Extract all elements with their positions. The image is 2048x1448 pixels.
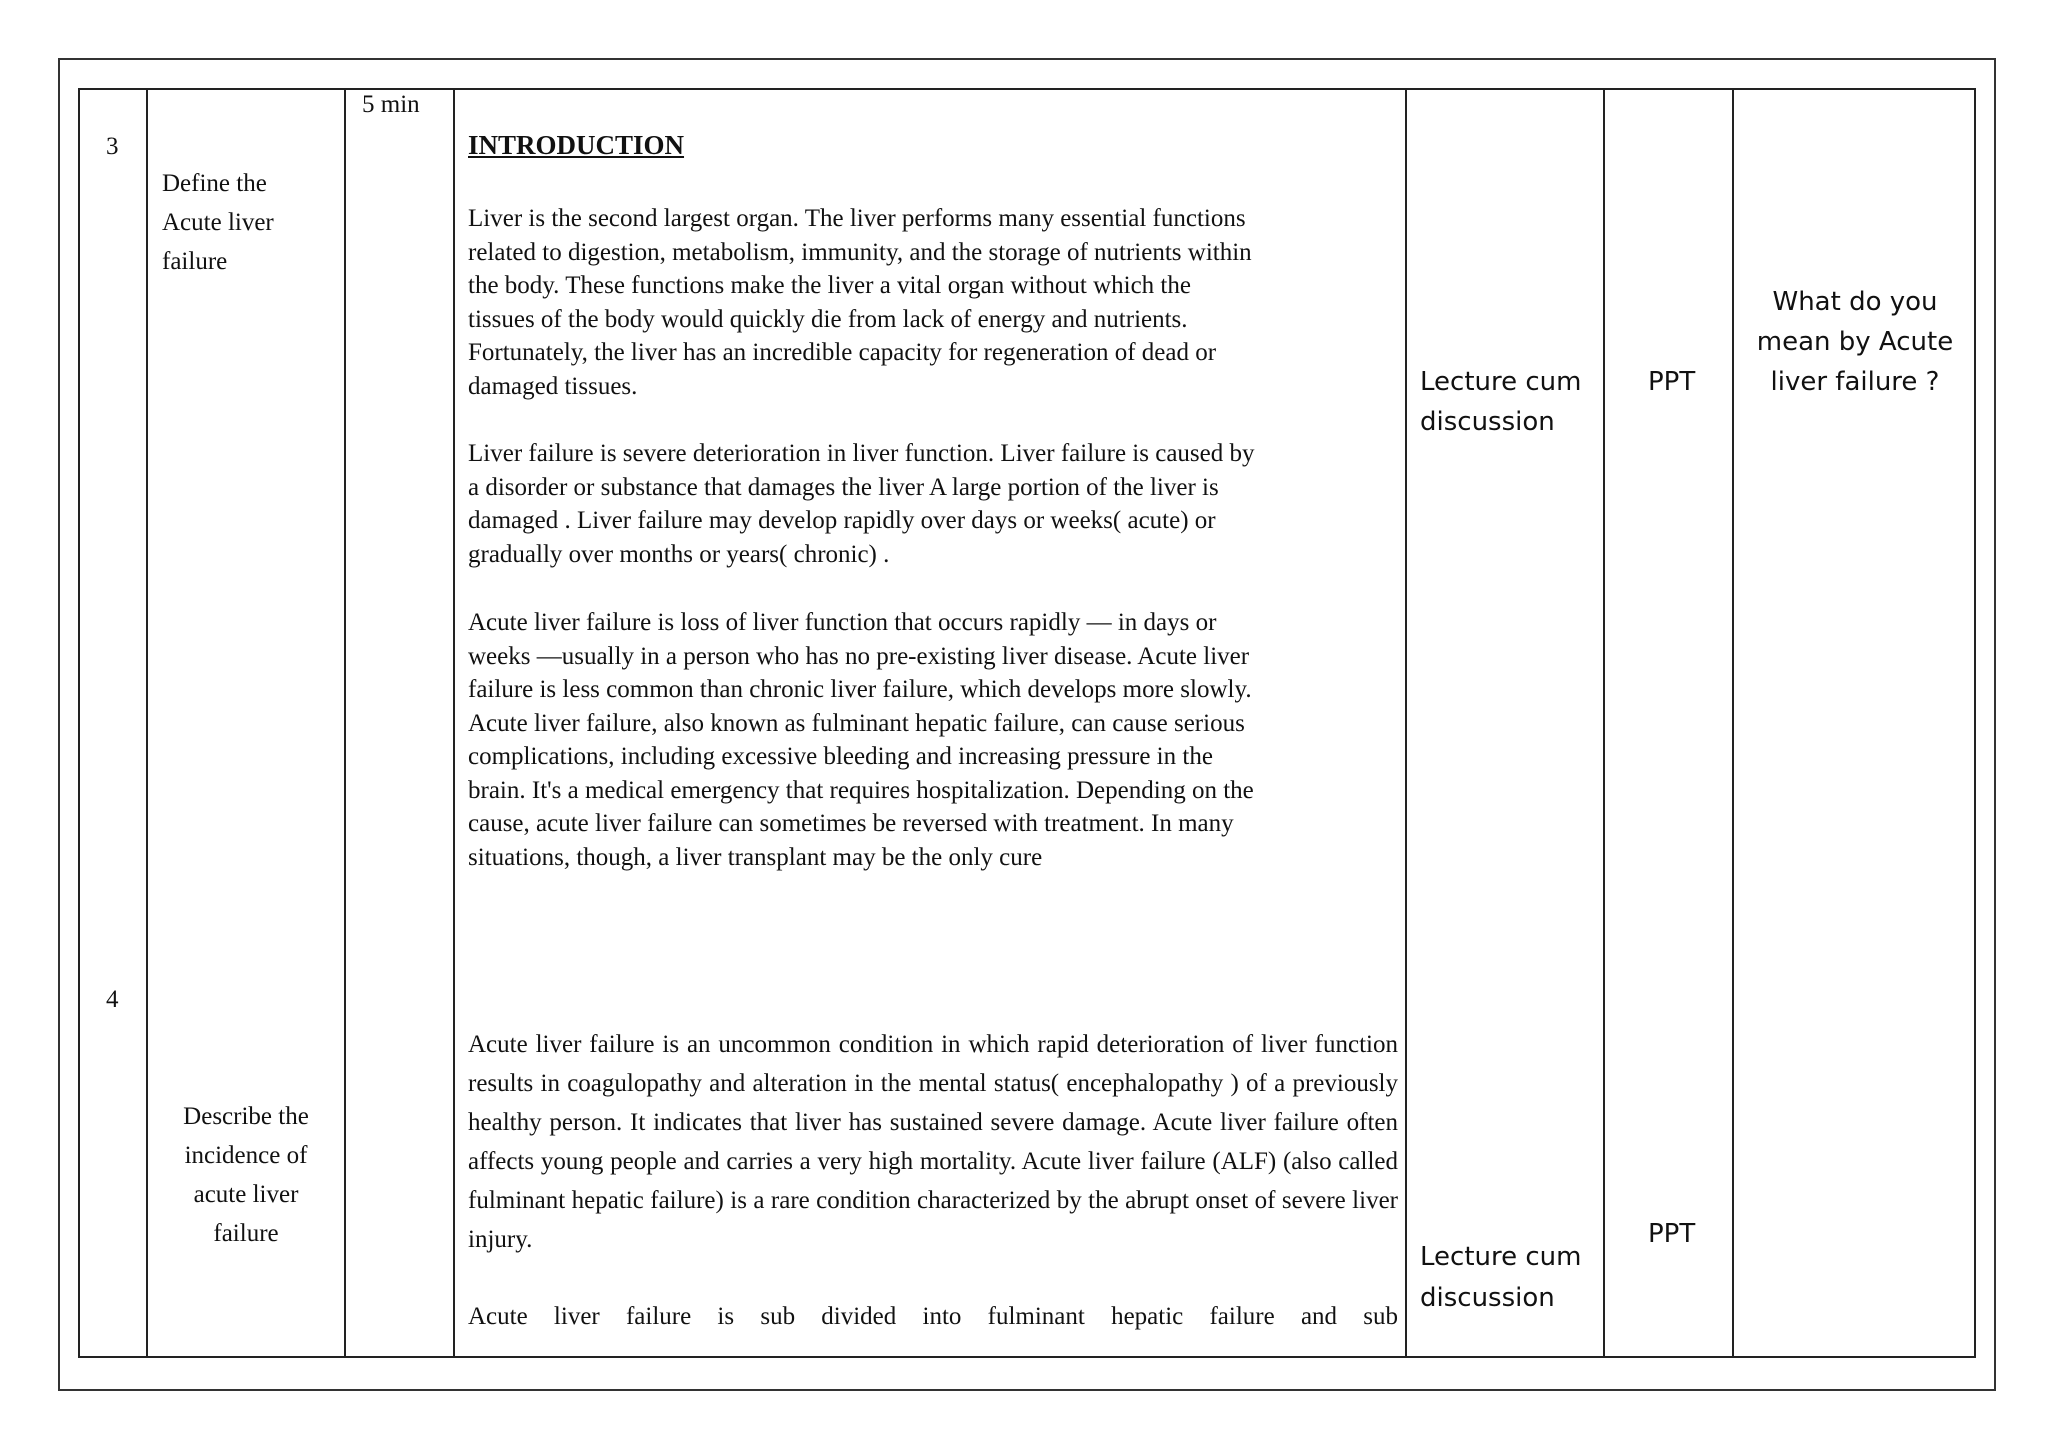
av-aid: PPT: [1648, 1219, 1696, 1249]
teaching-method-line: Lecture cum: [1420, 1242, 1582, 1272]
evaluation-question-line: mean by Acute: [1756, 327, 1954, 357]
objective-line: Describe the: [183, 1103, 309, 1130]
column-divider: [344, 90, 346, 1356]
duration: 5 min: [362, 91, 420, 118]
evaluation-question-line: What do you: [1772, 287, 1938, 317]
section-heading: INTRODUCTION: [468, 130, 685, 160]
objective-line: failure: [213, 1220, 279, 1247]
content-paragraph: Acute liver failure is an uncommon condition in which rapid deterioration of liver function results in coagulopathy and alteration in the mental status( encephalopathy ) of a previously healthy person. It indicates that liver has sustained severe damage. Acute liver failure often affects young people and carries a very high mortality. Acute liver failure (ALF) (also called fulminant hepatic failure) is a rare condition characterized by the abrupt onset of severe liver injury.: [468, 1031, 1398, 1253]
objective-line: Define the: [162, 170, 267, 197]
row-number: 3: [106, 133, 119, 160]
content-paragraph: Acute liver failure is sub divided into fulminant hepatic failure and sub: [468, 1303, 1398, 1330]
teaching-method-line: Lecture cum: [1420, 367, 1582, 397]
content-paragraph: Liver is the second largest organ. The liver performs many essential functions related to digestion, metabolism, immunity, and the storage of nutrients within the body. These functions make the liver a vital organ without which the tissues of the body would quickly die from lack of energy and nutrients. Fortunately, the liver has an incredible capacity for regeneration of dead or damaged tissues.: [468, 205, 1252, 400]
column-divider: [1405, 90, 1407, 1356]
teaching-method-line: discussion: [1420, 407, 1555, 437]
evaluation-question-line: liver failure ?: [1770, 367, 1940, 397]
objective-line: incidence of: [184, 1142, 308, 1169]
objective-line: acute liver: [193, 1181, 299, 1208]
column-divider: [146, 90, 148, 1356]
av-aid: PPT: [1648, 367, 1696, 397]
column-divider: [453, 90, 455, 1356]
objective-line: Acute liver: [162, 209, 274, 236]
content-paragraph: Acute liver failure is loss of liver function that occurs rapidly — in days or weeks —usually in a person who has no pre-existing liver disease. Acute liver failure is less common than chronic liver failure, which develops more slowly. Acute liver failure, also known as fulminant hepatic failure, can cause serious complications, including excessive bleeding and increasing pressure in the brain. It's a medical emergency that requires hospitalization. Depending on the cause, acute liver failure can sometimes be reversed with treatment. In many situations, though, a liver transplant may be the only cure: [468, 609, 1254, 871]
column-divider: [1603, 90, 1605, 1356]
content-paragraph: Liver failure is severe deterioration in liver function. Liver failure is caused by a disorder or substance that damages the liver A large portion of the liver is damaged . Liver failure may develop rapidly over days or weeks( acute) or gradually over months or years( chronic) .: [468, 440, 1255, 568]
column-divider: [1732, 90, 1734, 1356]
lesson-plan-table: [78, 88, 1976, 1358]
row-number: 4: [106, 986, 119, 1013]
objective-line: failure: [162, 248, 228, 275]
teaching-method-line: discussion: [1420, 1283, 1555, 1313]
